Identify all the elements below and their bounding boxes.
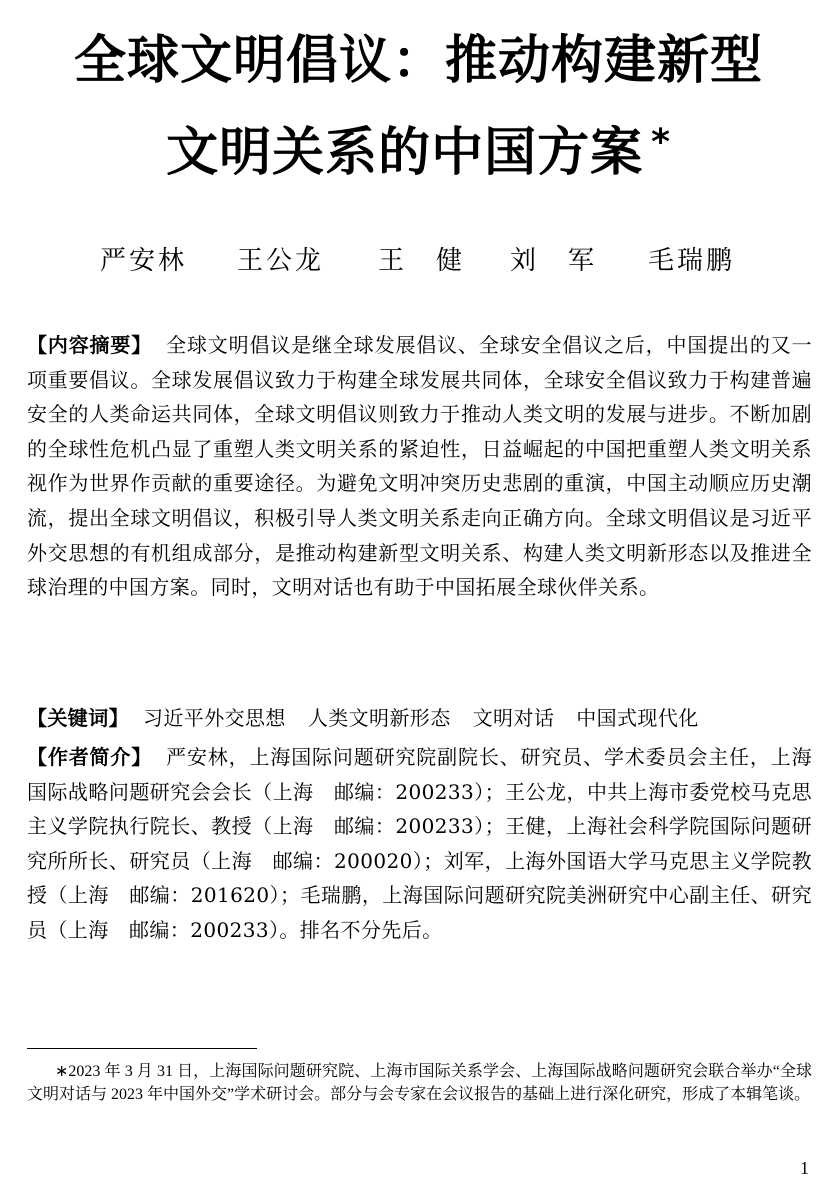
abstract-text: 全球文明倡议是继全球发展倡议、全球安全倡议之后，中国提出的又一项重要倡议。全球发展倡议致力于构建全球发展共同体，全球安全倡议致力于构建普遍安全的人类命运共同体，全球文明倡议则致力于推动人类文明的发展与进步。不断加剧的全球性危机凸显了重塑人类文明关系的紧迫性，日益崛起的中国把重塑人类文明关系视作为世界作贡献的重要途径。为避免文明冲突历史悲剧的重演，中国主动顺应历史潮流，提出全球文明倡议，积极引导人类文明关系走向正确方向。全球文明倡议是习近平外交思想的有机组成部分，是推动构建新型文明关系、构建人类文明新形态以及推进全球治理的中国方案。同时，文明对话也有助于中国拓展全球伙伴关系。	[27, 333, 812, 600]
footnote-mark: ∗	[55, 1063, 69, 1080]
footnote	[27, 1060, 812, 1106]
keyword: 中国式现代化	[576, 706, 699, 730]
abstract-section	[27, 328, 812, 605]
footnote-divider	[27, 1048, 257, 1049]
keyword: 人类文明新形态	[307, 706, 451, 730]
footnote-text: 2023 年 3 月 31 日，上海国际问题研究院、上海市国际关系学会、上海国际战略问题研究会联合举办“全球文明对话与 2023 年中国外交”学术研讨会。部分与会专家在会议报告的基础上进行深化研究，形成了本辑笔谈。	[27, 1063, 812, 1103]
page-number: 1	[800, 1158, 809, 1178]
author-name: 严安林	[100, 246, 188, 276]
article-title-line-2	[0, 112, 837, 184]
author-bio-label: 【作者简介】	[27, 745, 153, 769]
keyword: 习近平外交思想	[143, 706, 286, 730]
author-name: 王 健	[378, 246, 466, 276]
title-footnote-mark[interactable]: *	[651, 122, 671, 163]
article-title-text: 文明关系的中国方案	[166, 123, 644, 183]
author-name: 刘 军	[510, 246, 598, 276]
abstract-label: 【内容摘要】	[27, 333, 153, 357]
keyword: 文明对话	[472, 706, 555, 730]
author-name: 王公龙	[237, 246, 325, 276]
author-bio-section	[27, 740, 812, 948]
article-title-line-1: 全球文明倡议：推动构建新型	[73, 31, 763, 91]
author-list	[100, 240, 760, 280]
author-bio-text: 严安林，上海国际问题研究院副院长、研究员、学术委员会主任，上海国际战略问题研究会会长（上海 邮编：200233）；王公龙，中共上海市委党校马克思主义学院执行院长、教授（上海 邮编：200233）；王健，上海社会科学院国际问题研究所所长、研究员（上海 邮编：200020）；刘军，上海外国语大学马克思主义学院教授（上海 邮编：201620）；毛瑞鹏，上海国际问题研究院美洲研究中心副主任、研究员（上海 邮编：200233）。排名不分先后。	[27, 745, 812, 942]
author-name: 毛瑞鹏	[648, 246, 736, 276]
keywords-section	[27, 701, 812, 736]
keywords-label: 【关键词】	[27, 706, 129, 730]
